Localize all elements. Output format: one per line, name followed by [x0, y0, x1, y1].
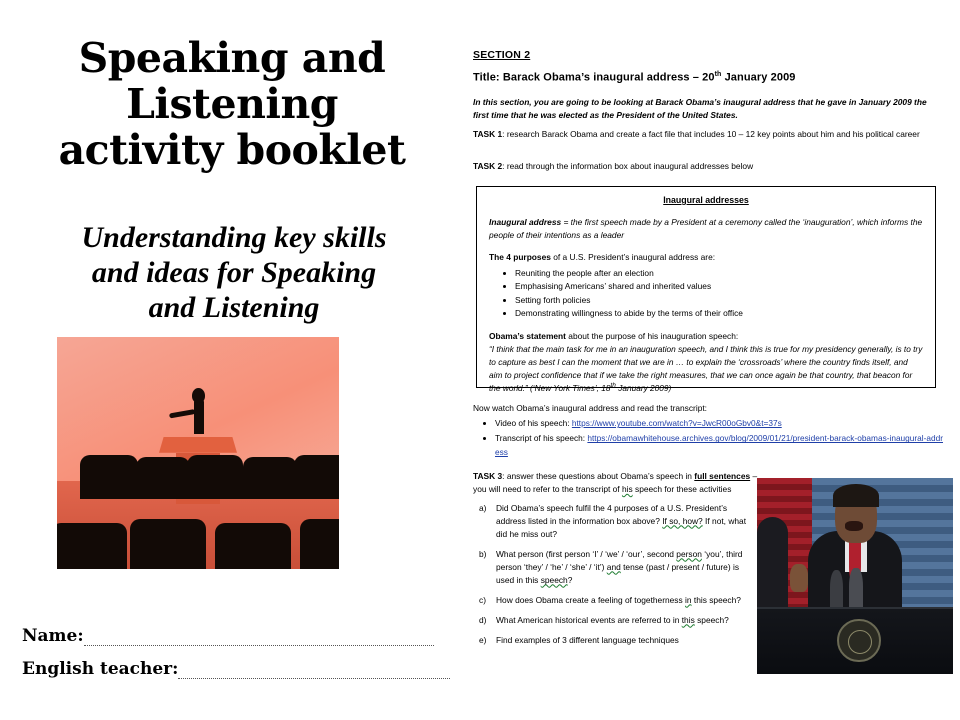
cover-title-line-3: activity booklet — [58, 125, 406, 174]
task-3-lead-c: speech for these activities — [632, 483, 732, 494]
audience-seat-icon — [57, 523, 127, 569]
audience-seat-icon — [136, 457, 190, 499]
task-1-label: TASK 1 — [473, 129, 503, 139]
worksheet-title-suffix: January 2009 — [721, 71, 796, 84]
task-3-lead-b: – you will need to refer to the transcript of — [473, 471, 758, 494]
cover-title-line-1: Speaking and — [78, 34, 386, 82]
task-3-lead-a: : answer these questions about Obama’s speech in — [502, 471, 695, 481]
obama-quote-ordinal: th — [610, 382, 616, 390]
definition-term: Inaugural address — [489, 216, 562, 227]
resource-links-list — [473, 417, 943, 459]
transcript-link-label: Transcript of his speech: — [495, 433, 588, 444]
infobox-title: Inaugural addresses — [663, 195, 749, 205]
question-b-part4: ? — [567, 574, 573, 585]
list-item — [495, 432, 943, 459]
grammar-flag-his: his — [621, 483, 633, 494]
infobox-definition — [489, 216, 923, 242]
purposes-lead-rest: of a U.S. President’s inaugural address are: — [550, 251, 716, 262]
obama-hair — [833, 484, 878, 508]
list-item — [479, 548, 758, 587]
grammar-flag-person: person — [676, 548, 702, 559]
obama-hand — [790, 564, 808, 591]
obama-quote-tail: January 2009) — [615, 383, 672, 394]
worksheet-title — [473, 70, 943, 87]
speaker-head-icon — [192, 388, 205, 403]
list-item: • Setting forth policies — [515, 294, 923, 307]
worksheet-title-prefix: Title: Barack Obama’s inaugural address – 20 — [473, 71, 715, 84]
grammar-flag-and: and — [606, 561, 621, 572]
list-item — [479, 634, 758, 647]
purposes-lead-bold: The 4 purposes — [489, 251, 551, 262]
question-marker-c: c) — [479, 594, 486, 605]
grammar-flag-this: this — [681, 614, 695, 625]
audience-seat-icon — [130, 519, 206, 569]
question-marker-a: a) — [479, 502, 487, 513]
task-1 — [473, 128, 943, 141]
section-heading: SECTION 2 — [473, 49, 531, 61]
video-speech-link[interactable]: https://www.youtube.com/watch?v=JwcR00oGbv0&t=37s — [571, 418, 782, 429]
english-teacher-label: English teacher: — [22, 659, 179, 679]
podium-audience-illustration — [57, 337, 339, 569]
cover-subtitle-line-3: and Listening — [148, 291, 320, 325]
task-3-full-sentences-emphasis: full sentences — [694, 471, 751, 481]
task-2 — [473, 160, 943, 172]
statement-lead-bold: Obama’s statement — [489, 330, 566, 341]
intro-paragraph: In this section, you are going to be looking at Barack Obama’s inaugural address that he gave in January 2009 the first time that he was elected as the President of the United States. — [473, 97, 927, 121]
teacher-write-line[interactable] — [178, 666, 450, 679]
question-c-part1: How does Obama create a feeling of togetherness — [496, 594, 686, 605]
obama-mouth — [845, 521, 863, 531]
worksheet-panel — [470, 0, 960, 720]
obama-quote-text: “I think that the main task for me in an inauguration speech, and I think this is true for my presidency generally, is to try to capture as best I can the moment that we are in … to explain the ‘crossroads’ where the country finds itself, and aim to project confidence that if we take the right measures, that we can once again be that country, that beacon for the world.” (‘New York Times’, 18 — [489, 343, 923, 394]
grammar-flag-speech-b: speech — [540, 574, 568, 585]
question-a-part1: Did Obama’s speech fulfil the 4 purposes of a U.S. President’s address listed in the information box above? — [496, 502, 728, 526]
question-b-part3: tense (past / present / future) is used in this — [496, 561, 740, 585]
task-2-label: TASK 2 — [473, 161, 503, 171]
audience-seat-icon — [243, 457, 297, 499]
watch-intro: Now watch Obama’s inaugural address and read the transcript: — [473, 403, 708, 413]
list-item — [479, 614, 758, 627]
cover-subtitle-line-1: Understanding key skills — [81, 221, 387, 254]
worksheet-title-ordinal: th — [714, 71, 722, 78]
cover-subtitle-line-2: and ideas for Speaking — [91, 256, 377, 290]
watch-section — [473, 402, 943, 461]
purposes-lead — [489, 251, 923, 263]
list-item: • Reuniting the people after an election — [515, 267, 923, 280]
audience-seat-icon — [215, 523, 291, 569]
task-3 — [473, 470, 758, 654]
cover-title — [14, 36, 450, 174]
question-marker-d: d) — [479, 614, 487, 625]
transcript-speech-link[interactable]: https://obamawhitehouse.archives.gov/blog/2009/01/21/president-barack-obamas-inaugural-address — [495, 433, 943, 457]
cover-subtitle — [20, 220, 448, 325]
grammar-flag-in: in — [685, 594, 692, 605]
question-c-part2: this speech? — [691, 594, 741, 605]
photo-background-figure — [757, 517, 788, 615]
question-a-part2: If not, what did he miss out? — [496, 515, 747, 539]
name-field-row — [22, 626, 434, 646]
list-item — [479, 594, 758, 607]
list-item: • Emphasising Americans’ shared and inherited values — [515, 280, 923, 293]
question-marker-e: e) — [479, 634, 487, 645]
inaugural-addresses-infobox — [476, 186, 936, 394]
definition-text: = the first speech made by a President at a ceremony called the ‘inauguration’, which informs the people of their intentions as a leader — [489, 216, 923, 240]
audience-seat-icon — [294, 455, 339, 499]
presidential-seal-icon — [837, 619, 880, 662]
list-item: • Demonstrating willingness to abide by the terms of their office — [515, 307, 923, 320]
obama-quote — [489, 343, 923, 395]
task-3-label: TASK 3 — [473, 471, 503, 481]
question-d-part1: What American historical events are referred to in — [496, 614, 682, 625]
name-label: Name: — [22, 626, 84, 646]
task-2-text: : read through the information box about inaugural addresses below — [502, 161, 754, 171]
audience-seat-icon — [187, 455, 243, 499]
statement-lead-rest: about the purpose of his inauguration speech: — [565, 330, 739, 341]
obama-statement-lead — [489, 330, 923, 342]
teacher-field-row — [22, 659, 450, 679]
list-item — [479, 502, 758, 541]
video-link-label: Video of his speech: — [495, 418, 572, 429]
obama-inauguration-photo — [757, 478, 953, 674]
audience-seat-icon — [300, 519, 339, 569]
question-b-part2: ‘you’, third person ‘they’ / ‘he’ / ‘she’ / ‘it’) — [496, 548, 743, 572]
purposes-list — [489, 267, 923, 321]
cover-title-line-2: Listening — [126, 79, 338, 128]
question-e-part1: Find examples of 3 different language techniques — [496, 634, 679, 645]
cover-panel — [0, 0, 462, 720]
list-item — [495, 417, 943, 430]
task-1-text: : research Barack Obama and create a fact file that includes 10 – 12 key points about him and his political career — [502, 129, 920, 139]
question-marker-b: b) — [479, 548, 487, 559]
grammar-flag-if-so-how: If so, how? — [662, 515, 703, 526]
task-3-question-list — [473, 502, 758, 647]
question-b-part1: What person (first person ‘I’ / ‘we’ / ‘our’, second — [496, 548, 677, 559]
audience-seat-icon — [80, 455, 138, 499]
name-write-line[interactable] — [84, 633, 434, 646]
podium-top-icon — [159, 437, 237, 453]
question-d-part2: speech? — [694, 614, 729, 625]
